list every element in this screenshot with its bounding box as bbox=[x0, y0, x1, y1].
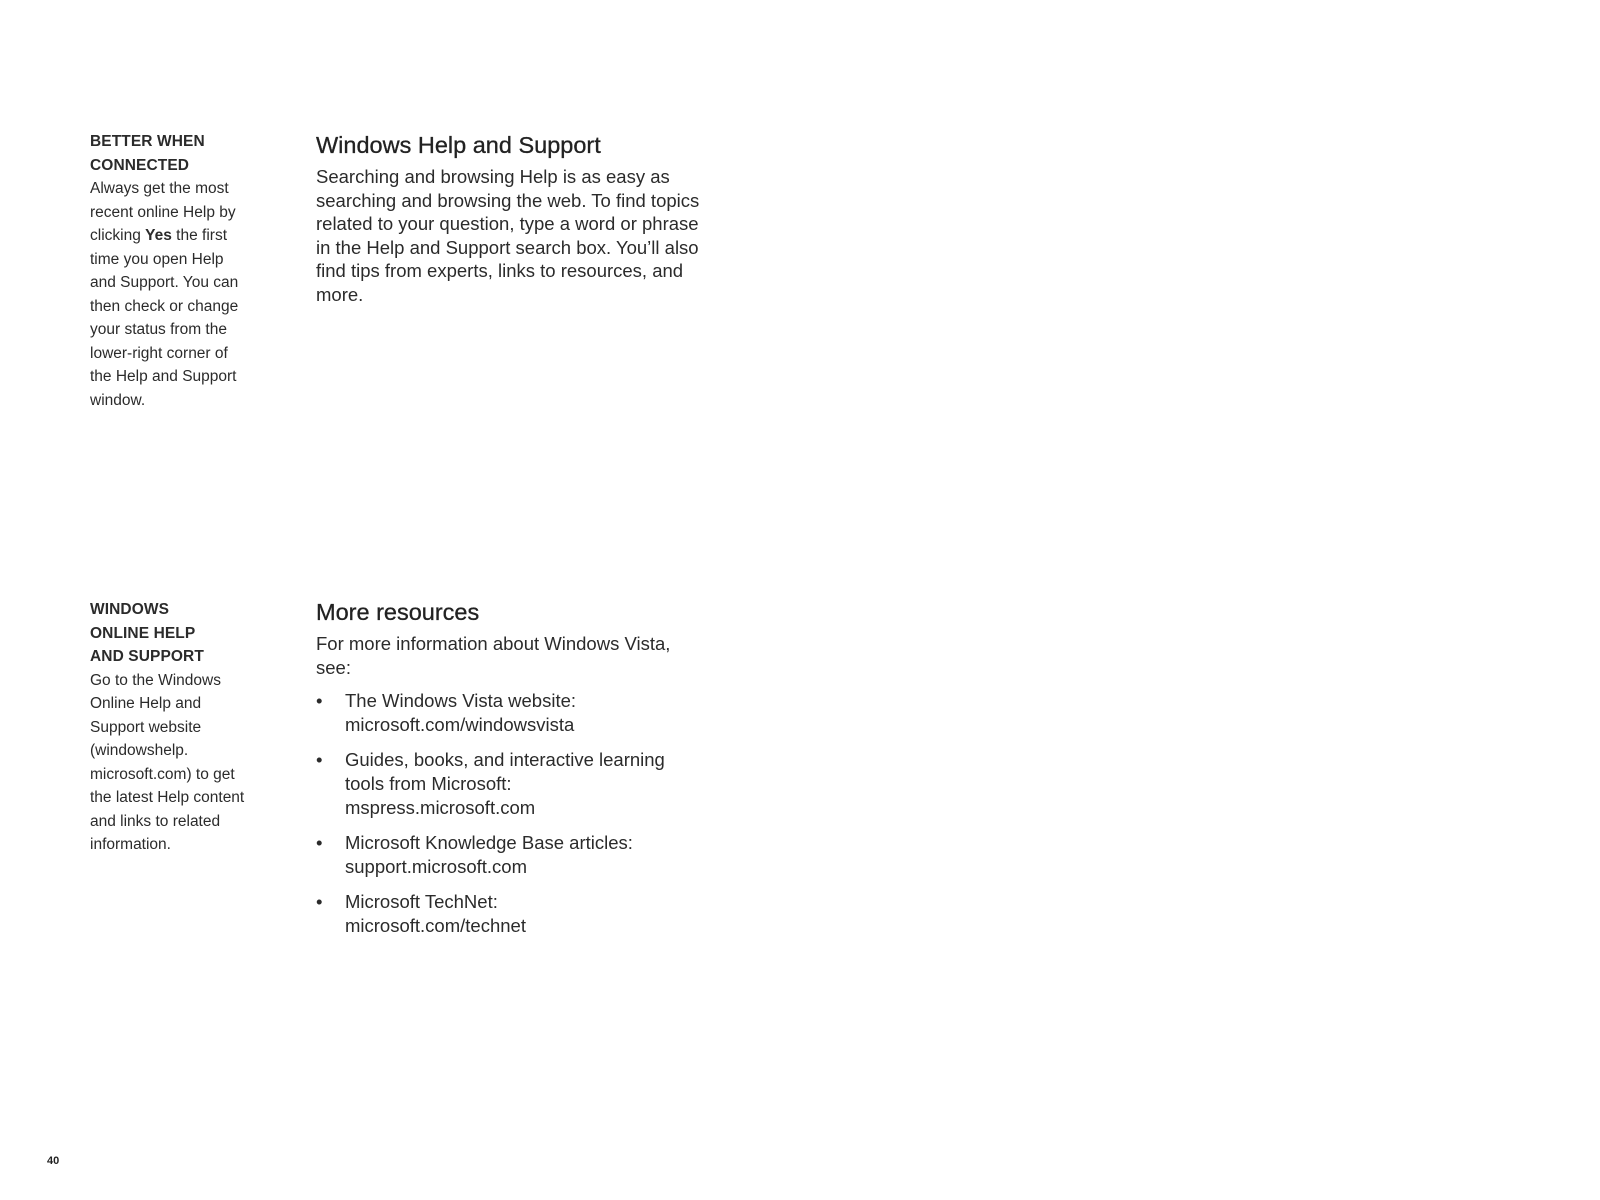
resource-link: microsoft.com/technet bbox=[345, 914, 526, 936]
sidebar-body-text: Always get the most recent online Help by clicking bbox=[90, 180, 236, 244]
resource-link: support.microsoft.com bbox=[345, 855, 527, 877]
section-intro: For more information about Windows Vista, see: bbox=[316, 633, 671, 678]
sidebar-heading-line: CONNECTED bbox=[90, 156, 190, 174]
sidebar-body-emphasis: Yes bbox=[145, 227, 172, 244]
resource-item bbox=[316, 689, 706, 736]
sidebar-heading-line: ONLINE HELP bbox=[90, 624, 196, 642]
sidebar-note-better-when-connected bbox=[90, 130, 250, 412]
section-more-resources bbox=[316, 597, 706, 950]
section-title: More resources bbox=[316, 599, 480, 625]
page-number: 40 bbox=[47, 1155, 60, 1167]
resource-link: microsoft.com/windowsvista bbox=[345, 713, 575, 735]
resource-label: Microsoft TechNet: bbox=[345, 891, 498, 913]
resource-item bbox=[316, 890, 706, 937]
sidebar-heading-line: AND SUPPORT bbox=[90, 648, 204, 665]
sidebar-heading bbox=[90, 598, 250, 669]
section-windows-help-and-support bbox=[316, 130, 706, 307]
sidebar-heading-line: BETTER WHEN bbox=[90, 133, 205, 150]
resource-link: mspress.microsoft.com bbox=[345, 796, 536, 818]
bullet-icon: • bbox=[316, 749, 323, 771]
resource-list bbox=[316, 689, 706, 937]
section-title: Windows Help and Support bbox=[316, 132, 601, 158]
sidebar-heading-line: WINDOWS bbox=[90, 601, 170, 618]
resource-label: The Windows Vista website: bbox=[345, 690, 577, 712]
sidebar-body: Go to the Windows Online Help and Support website (windowshelp. microsoft.com) to get the latest Help content and links to related information. bbox=[90, 671, 245, 853]
resource-item bbox=[316, 748, 706, 819]
sidebar-heading bbox=[90, 130, 250, 177]
bullet-icon: • bbox=[316, 690, 323, 712]
section-body: Searching and browsing Help is as easy as searching and browsing the web. To find topics related to your question, type a word or phrase in the Help and Support search box. You’ll also find tips from experts, links to resources, and more. bbox=[316, 166, 700, 305]
sidebar-body-text: the first time you open Help and Support. You can then check or change your status from the lower-right corner of the Help and Support window. bbox=[90, 227, 239, 409]
resource-label: Guides, books, and interactive learning tools from Microsoft: bbox=[345, 749, 665, 794]
bullet-icon: • bbox=[316, 891, 323, 913]
resource-item bbox=[316, 831, 706, 878]
resource-label: Microsoft Knowledge Base articles: bbox=[345, 832, 633, 854]
sidebar-body bbox=[90, 177, 250, 412]
bullet-icon: • bbox=[316, 832, 323, 854]
sidebar-note-windows-online-help bbox=[90, 598, 250, 857]
